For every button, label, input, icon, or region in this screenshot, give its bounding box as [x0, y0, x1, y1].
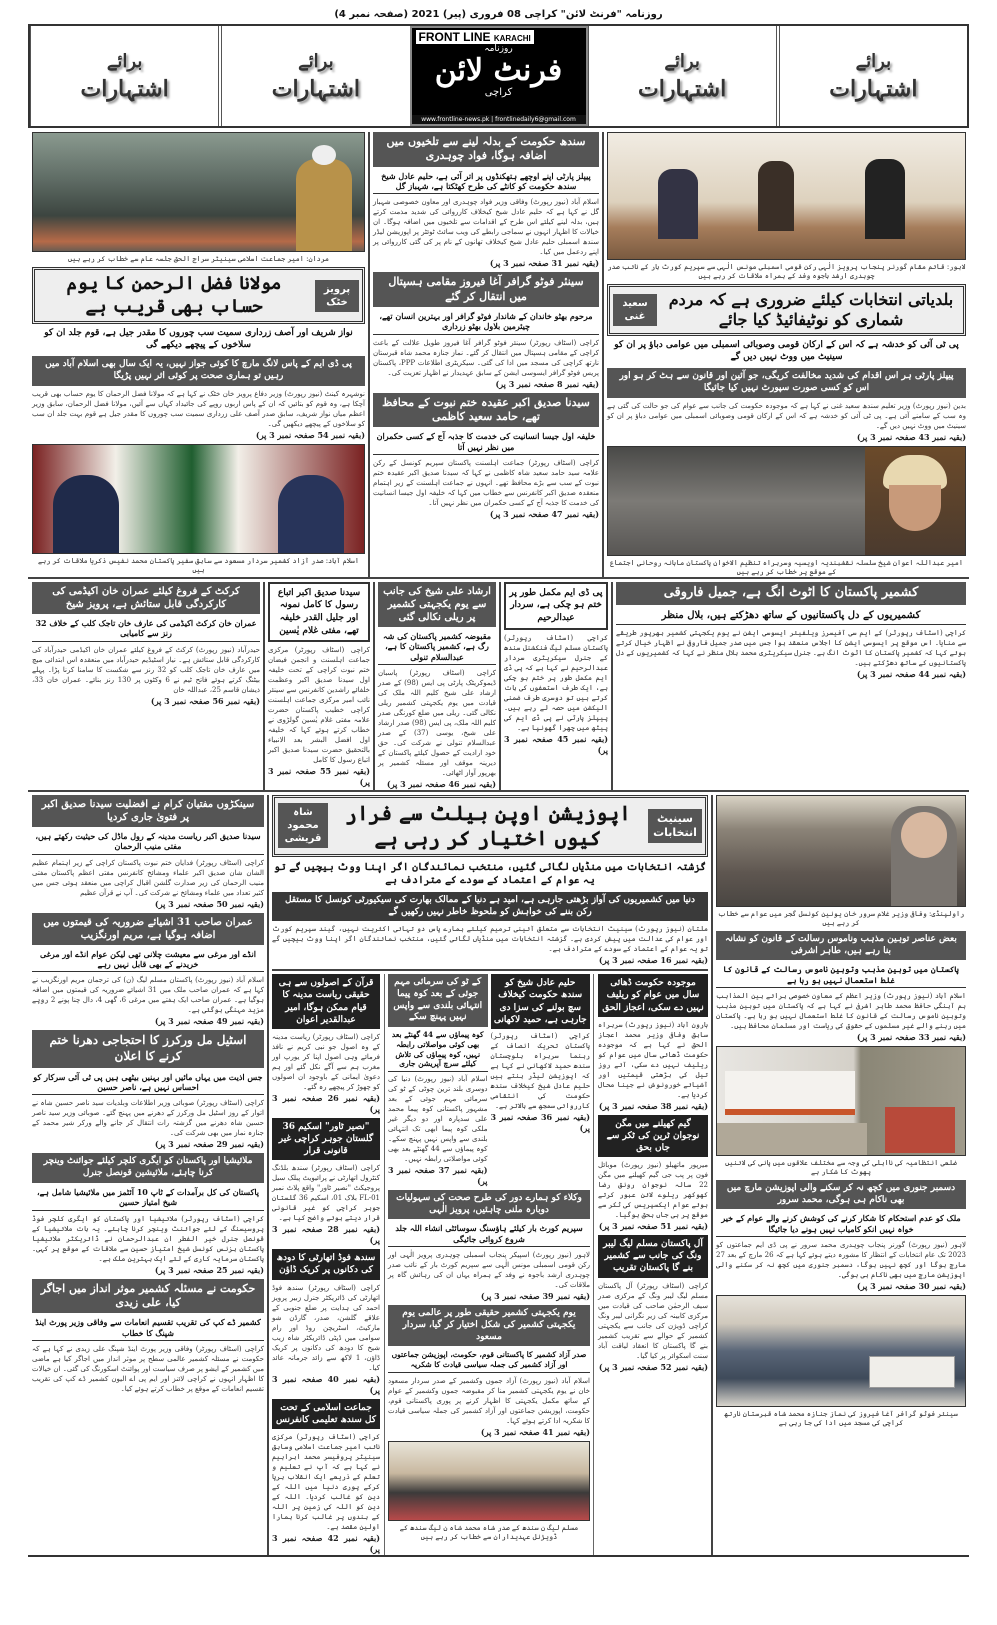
headline-box: گیم کھیلنے میں مگن نوجوان ٹرین کی ٹکر سے جاں بحق — [598, 1115, 708, 1157]
article-text: کراچی (اسٹاف رپورٹر) فدایان ختم نبوت پاکستان کراچی کے زیر اہتمام عظیم الشان شان صدیق اکبر علماء ومشائخ کانفرنس مفتی اعظم پاکستان مفتی منیب الرحمان کی زیر صدارت گلشن اقبال کراچی میں منعقد ہوئی جس میں کثیر تعداد میں علماء ومشائخ نے شرکت کی۔ آپ نے قرآن عظیم (بقیہ نمبر 50 صفحہ نمبر 3 پر) — [32, 858, 264, 909]
face — [889, 485, 941, 531]
article-text: کراچی (اسٹاف رپورٹر) سندھ بلڈنگ کنٹرول اتھارٹی نے پرائیویٹ پبلک سیل پروجیکٹ "نصیر ٹاور" واقع پلاٹ نمبر FL-01 بلاک 01، اسکیم 36 گلستان جوہر کراچی کو غیر قانونی قرار دیتے ہوئے واضح کیا ہے۔ (بقیہ نمبر 28 صفحہ نمبر 3 پر) — [272, 1164, 381, 1246]
subheadline: پاکستان میں توہین مذہب وتوہین ناموس رسالت کے قانون کا غلط استعمال نہیں ہو رہا ہے — [716, 963, 966, 988]
column — [263, 582, 373, 790]
rawalpindi-photo — [716, 795, 966, 907]
continued-note: (بقیہ نمبر 16 صفحہ نمبر 3 پر) — [598, 955, 708, 966]
continued-note: (بقیہ نمبر 50 صفحہ نمبر 3 پر) — [154, 898, 264, 909]
continued-note: (بقیہ نمبر 51 صفحہ نمبر 3 پر) — [598, 1221, 708, 1232]
headline-box: موجودہ حکومت ڈھائی سال میں عوام کو ریلیف نہیں دے سکی، اعجاز الحق — [598, 974, 708, 1016]
subheadline-dark: دنیا میں کشمیریوں کی آواز بڑھتی جارہی ہے، امید ہے دنیا کے ممالک بھارت کی سیکیورٹی کونسل کا مستقل رکن بننے کی خواہش کو ملحوظ خاطر نہیں رکھیں گے — [272, 892, 708, 921]
continued-note: (بقیہ نمبر 46 صفحہ نمبر 3 پر) — [386, 778, 496, 789]
article-text: کراچی (اسٹاف رپورٹر) سینئر فوٹو گرافر آغا فیروز طویل علالت کے باعث کراچی کے مقامی ہسپتال میں انتقال کر گئے۔ نماز جنازہ محمد شاہ قبرستان نارتھ کراچی کی مسجد میں ادا کی گئی۔ سیکریٹری اطلاعات PPP، پاکستان پریس فوٹو گرافر ایسوسی ایشن کے سابق عہدیدار نے اظہار تعزیت کی۔ (بقیہ نمبر 8 صفحہ نمبر 3 پر) — [373, 338, 599, 389]
continued-note: (بقیہ نمبر 39 صفحہ نمبر 3 پر) — [480, 1291, 590, 1302]
headline: دسمبر جنوری میں کچھ نہ کر سکنے والی اپوزیشن مارچ میں بھی ناکام ہی ہوگی، محمد سرور — [716, 1180, 966, 1209]
person-figure — [53, 475, 119, 554]
logo-urdu: فرنٹ لائن — [434, 53, 563, 88]
byline-tag: سعید غنی — [613, 294, 657, 326]
article-text: لاہور (نیوز رپورٹ) اسپیکر پنجاب اسمبلی چوہدری پرویز الٰہی اور رکن قومی اسمبلی مونس الٰہی سے سپریم کورٹ بار کے نائب صدر چوہدری ارشد باجوہ نے وفد کے ہمراہ یہاں ان کی رہائش گاہ پر ملاقات کی۔ (بقیہ نمبر 39 صفحہ نمبر 3 پر) — [388, 1251, 590, 1302]
sub-grid — [272, 969, 708, 1555]
continued-note: (بقیہ نمبر 31 صفحہ نمبر 3 پر) — [489, 258, 599, 269]
column — [267, 795, 711, 1555]
conference-photo — [388, 1441, 590, 1521]
column — [373, 582, 499, 790]
headline: کرکٹ کے فروغ کیلئے عمران خان اکیڈمی کی کارکردگی قابل ستائش ہے، پرویز شیخ — [32, 582, 260, 614]
headline-banner — [607, 284, 966, 336]
subheadline: جس اذیت میں یہاں مائیں اور بہنیں بیٹھی ہیں پی ٹی آئی سرکار کو احساس نہیں ہے، ناصر حسین — [32, 1071, 264, 1096]
headline-box: قرآن کے اصولوں سے ہی حقیقی ریاست مدینہ کا قیام ممکن ہوگا، امیر عبدالقدیر اعوان — [272, 974, 380, 1029]
subheadline: مقبوضہ کشمیر پاکستان کی شہ رگ ہے، کشمیر پاکستان کا ہے، عبدالسلام تنولی — [378, 630, 496, 665]
headline: بعض عناصر توہین مذہب وناموس رسالت کے قانون کو نشانہ بنا رہے ہیں، طاہر اشرفی — [716, 931, 966, 960]
subheadline: پاکستان کی کل برآمدات کے ٹاپ 10 آئٹمز میں ملائیشیا شامل ہے، شیخ امتیاز حسین — [32, 1186, 264, 1211]
headline: سیدنا صدیق اکبر عقیدہ ختم نبوت کے محافظ تھے، حامد سعید کاظمی — [373, 393, 599, 428]
subheadline-dark: پیپلز پارٹی ہر اس اقدام کی شدید مخالفت کریگی، جو آئین اور قانون سے ہٹ کر ہو اور اس کو کسی صورت سپورٹ نہیں کیا جائیگا — [607, 368, 966, 397]
headline-box: حلیم عادل شیخ کو سندھ حکومت کیخلاف سچ بولنے کی سزا دی جارہی ہے، حمید لاکھانی — [491, 974, 591, 1029]
continued-note: (بقیہ نمبر 36 صفحہ نمبر 3 پر) — [490, 1111, 590, 1133]
headline: حکومت نے مسئلہ کشمیر موثر انداز میں اجاگر کیا، علی زیدی — [32, 1279, 264, 1314]
coffin — [869, 1356, 955, 1388]
person-figure — [278, 475, 344, 554]
headline: ملائیشیا اور پاکستان کو ایگری کلچر کیلئے جوائنٹ وینچر کرنا چاہئے، ملائیشین قونصل جنرل — [32, 1153, 264, 1182]
article-text: کراچی (اسٹاف رپورٹر) صوبائی وزیر اطلاعات وبلدیات سید ناصر حسین شاہ نے اتوار کے روز اسٹیل مل ورکرز کے دھرنے میں پہنچ گئے۔ صوبائی وزیر سید ناصر حسین شاہ دھرنے میں گزشتہ رات انتقال کر جانے والے ورکر شیر محمد کے جنازہ نماز میں بھی شرکت کی۔ (بقیہ نمبر 29 صفحہ نمبر 3 پر) — [32, 1099, 264, 1150]
section-row — [28, 582, 969, 792]
section-row — [28, 795, 969, 1557]
continued-note: (بقیہ نمبر 8 صفحہ نمبر 3 پر) — [495, 378, 599, 389]
dateline: روزنامہ "فرنٹ لائن" کراچی 08 فروری (پیر) 2021 (صفحہ نمبر 4) — [334, 9, 663, 20]
article-text: حیدرآباد (نیوز رپورٹ) کرکٹ کے فروغ کیلئے عمران خان اکیڈمی حیدرآباد کی کارکردگی قابل ستائش ہے۔ نیاز اسٹیڈیم حیدرآباد میں منعقدہ اس ابتدائی میچ میں عارف خان تاجک کلب کو 32 رنز سے شکست کا سامنا کرنا پڑا۔ پہلے بیٹنگ کرتے ہوئے فاتح ٹیم نے 6 وکٹوں پر 130 رنز بنائے۔ عمران خان 33، ذیشان قاسم 25، عبداللہ خان (بقیہ نمبر 56 صفحہ نمبر 3 پر) — [32, 645, 260, 706]
rally-photo — [32, 132, 365, 252]
photo-caption: اسلام آباد: صدر آزاد کشمیر سردار مسعود سے سابق سفیر پاکستان محمد نفیس ذکریا ملاقات کر رہے ہیں — [38, 556, 359, 574]
continued-note: (بقیہ نمبر 52 صفحہ نمبر 3 پر) — [598, 1361, 708, 1372]
section-tag: سینیٹ انتخابات — [648, 809, 702, 844]
sub-column — [384, 974, 594, 1555]
continued-note: (بقیہ نمبر 37 صفحہ نمبر 3 پر) — [388, 1165, 488, 1187]
column — [611, 582, 969, 790]
continued-note: (بقیہ نمبر 55 صفحہ نمبر 3 پر) — [268, 766, 370, 788]
column — [29, 582, 263, 790]
headline: اسٹیل مل ورکرز کا احتجاجی دھرنا ختم کرنے کا اعلان — [32, 1030, 264, 1067]
column — [29, 795, 267, 1555]
headline: مولانا فضل الرحمن کا یوم حساب بھی قریب ہے — [66, 273, 282, 317]
article-text: کراچی (اسٹاف رپورٹر) وفاقی وزیر پورٹ اینڈ شپنگ علی زیدی نے کہا ہے کہ حکومت نے مسئلہ کشمیر عالمی سطح پر موثر انداز میں اجاگر کیا ہے ماضی میں کشمیر کے ایشو پر صرف سیاست اور پوائنٹ اسکورنگ کی گئی۔ ان خیالات کا اظہار انہوں نے کراچی لائنز اور ایم پی اے الیون کشمیر ڈے کپ کی تقریب تقسیم انعامات کے موقع پر خطاب کرتے ہوئے کیا۔ — [32, 1344, 264, 1393]
story — [491, 974, 591, 1187]
ad-box — [776, 26, 967, 126]
subheadline: خلیفہ اول جیسا انسانیت کی خدمت کا جذبہ آج کے کسی حکمران میں نظر نہیں آتا — [373, 430, 599, 455]
article-text: بدین (نیوز رپورٹ) وزیر تعلیم سندھ سعید غنی نے کہا ہے کہ موجودہ حکومت کی جانب سے عوام کی جو حالت کی گئی ہے وہ سب کے سامنے آئی ہے۔ پی ٹی آئی کو خدشہ ہے کہ اس کے ارکان قومی وصوبائی اسمبلی میں عوامی دباؤ پر ان کو سینیٹ میں ووٹ نہیں دیں گے۔ (بقیہ نمبر 43 صفحہ نمبر 3 پر) — [607, 401, 966, 442]
continued-note: (بقیہ نمبر 41 صفحہ نمبر 3 پر) — [480, 1426, 590, 1437]
continued-note: (بقیہ نمبر 29 صفحہ نمبر 3 پر) — [154, 1139, 264, 1150]
headline: سینئر فوٹو گرافر آغا فیروز مقامی ہسپتال میں انتقال کر گئے — [373, 272, 599, 307]
logo-english: FRONT LINE KARACHI — [416, 30, 534, 44]
headline: سندھ حکومت کے بدلہ لینے سے تلخیوں میں اضافہ ہوگا، فواد چوہدری — [373, 132, 599, 167]
continued-note: (بقیہ نمبر 28 صفحہ نمبر 3 پر) — [272, 1224, 380, 1246]
funeral-photo — [716, 1295, 966, 1407]
article-text: اسلام آباد (نیوز رپورٹ) وفاقی وزیر فواد چوہدری اور معاون خصوصی شہباز گل نے کہا ہے کہ حلیم عادل شیخ کیخلاف کارروائی کی شدید مذمت کرتے ہیں، بدلہ لینے کیلئے اس طرح کے اقدامات سے تلخیوں میں اضافہ ہوگا۔ ان خیالات کا اظہار انہوں نے سماجی رابطے کی ویب سائٹ ٹوئٹر پر اپوزیشن لیڈر سندھ اسمبلی حلیم عادل شیخ کیخلاف تھانوں کے نام پر کی گئی کارروائی پر اپنے ردعمل میں کیا۔ (بقیہ نمبر 31 صفحہ نمبر 3 پر) — [373, 198, 599, 269]
photo-caption: سینئر فوٹو گرافر آغا فیروز کی نماز جنازہ محمد شاہ قبرستان نارتھ کراچی کی مسجد میں ادا کی جا رہی ہے — [724, 1410, 958, 1428]
article-text: اسلام آباد (نیوز رپورٹ) دنیا کی دوسری بلند ترین چوٹی کے ٹو کی سرمائی مہم جوئی کے بعد مشہور پاکستانی کوہ پیما محمد علی سدپارہ اور دو دیگر غیر ملکی کوہ پیما ابھی تک انتہائی بلندی سے واپس نہیں پہنچ سکے۔ کوہ پیماؤں سے 44 گھنٹے بعد بھی کوئی مواصلاتی رابطہ نہیں۔ (بقیہ نمبر 37 صفحہ نمبر 3 پر) — [388, 1075, 488, 1187]
article-text: کراچی (اسٹاف رپورٹر) پاسبان ڈیموکریٹک پارٹی پی ایس (98) کے صدر ارشاد علی شیخ کلیم اللہ ملک کی قیادت میں یوم یکجہتی کشمیر ریلی نکالی گئی۔ ریلی میں ضلع کورنگی صدر کلیم اللہ ملک، پی ایس (98) صدر ارشاد علی شیخ، یوسی (37) کے صدر عبدالسلام تنولی نے شرکت کی۔ حق خود ارادیت کے حصول کیلئے پاکستان کے دیرینہ موقف اور مسئلہ کشمیر پر بھرپور آواز اٹھائی۔ (بقیہ نمبر 46 صفحہ نمبر 3 پر) — [378, 668, 496, 789]
subheadline: نواز شریف اور آصف زرداری سمیت سب چوروں کا مقدر جیل ہے، قوم جلد ان کو سلاخوں کے پیچھے دیکھے گی — [44, 328, 353, 350]
subheadline: انڈے اور مرغی سے معیشت چلانی تھی لیکن عوام انڈے اور مرغی خریدنے کے بھی قابل نہیں رہے — [32, 948, 264, 973]
scholar-photo — [607, 446, 966, 556]
photo-caption: ضلعی انتظامیہ کی نااہلی کی وجہ سے مختلف علاقوں میں پانی کی لائنیں پھوٹ کا شکار ہے — [725, 1159, 957, 1177]
continued-note: (بقیہ نمبر 47 صفحہ نمبر 3 پر) — [489, 509, 599, 520]
article-text: کراچی (اسٹاف رپورٹر) آل پاکستان مسلم لیگ لیبر ونگ کے مرکزی صدر سیف الرحمٰن صاحب کی قیادت میں مرکزی کابینہ کی زیر نگرانی لیبر ونگ کراچی ڈویژن کی جانب سے یکجہتی کشمیر کے حوالے سے تقریب کشمیر بنے گا پاکستان کا انعقاد لیاقت آباد سنت اسکوائر پر کیا گیا۔ (بقیہ نمبر 52 صفحہ نمبر 3 پر) — [598, 1281, 708, 1372]
turban — [883, 455, 947, 489]
column — [711, 795, 969, 1555]
section-row — [28, 132, 969, 579]
article-text: کراچی (اسٹاف رپورٹر) کے ایم سی آفیسرز ویلفیئر ایسوسی ایشن نے یوم یکجہتی کشمیر بھرپور طریقے سے منایا۔ اس موقع پر ایسوسی ایشن کا اجلاس منعقد ہوا جس میں صدر جمیل فاروقی نے اظہار خیال کرتے ہوئے کہا کہ کشمیر پاکستان کا اٹوٹ انگ ہے۔ جنرل سیکریٹری محمد بلال منظر نے کہا کہ کشمیریوں کے دل پاکستانیوں کے ساتھ دھڑکتے ہیں۔ (بقیہ نمبر 44 صفحہ نمبر 3 پر) — [616, 628, 966, 679]
ad-box — [588, 26, 776, 126]
article-text: لاہور (نیوز رپورٹ) گورنر پنجاب چوہدری محمد سرور نے پی ڈی ایم جماعتوں کو 2023 تک عام انتخابات کے انتظار کا مشورہ دیتے ہوئے کہا ہے کہ 26 مارچ کے بعد 27 مارچ ہوگا اور کچھ نہیں ہوگا، دسمبر جنوری میں کچھ نہ کر سکنے والی اپوزیشن مارچ میں بھی ناکام ہی ہوگی۔ (بقیہ نمبر 30 صفحہ نمبر 3 پر) — [716, 1241, 966, 1292]
headline-box: آل پاکستان مسلم لیگ لیبر ونگ کی جانب سے کشمیر بنے گا پاکستان تقریب — [598, 1235, 708, 1277]
article-text: میرپور ماتھیلو (نیوز رپورٹ) موبائل فون پر پب جی گیم کھیلنے میں مگن 22 سالہ نوجوان رونق رضا کھوکھر ریلوے لائن عبور کرتے ہوئے عوام ایکسپریس کی ٹکر سے موقع پر ہی جاں بحق ہوگیا۔ (بقیہ نمبر 51 صفحہ نمبر 3 پر) — [598, 1161, 708, 1232]
article-text: کراچی (اسٹاف رپورٹر) مرکزی نائب امیر جماعت اسلامی وسابق سینیٹر پروفیسر محمد ابراہیم نے کہا ہے کہ آپ نے تعلیم و تعلم کے ذریعے ایک انقلاب برپا کرکے پوری دنیا میں اللہ کے دین کو غالب کردیا۔ اللہ کے دین کو اللہ کی زمین پر اللہ کے بندوں پر غالب کرنا ہمارا اولین مقصد ہے۔ (بقیہ نمبر 42 صفحہ نمبر 3 پر) — [272, 1432, 380, 1554]
person-figure — [865, 159, 905, 239]
article-text: کراچی (اسٹاف رپورٹر) ریاست مدینہ کے وہ اصول جو نبی کریم نے نافذ فرمائے وہی اصول اپنا کر یورپ اور مغرب ہم سے آگے نکل گئے اور ہم دعویٰ ایمانی کے باوجود ان اصولوں کو چھوڑ کر پیچھے رہ گئے۔ (بقیہ نمبر 26 صفحہ نمبر 3 پر) — [272, 1032, 380, 1114]
tanker — [725, 1071, 855, 1115]
subheadline: پیپلز پارٹی اپنے اوچھے ہتھکنڈوں پر اتر آئی ہے، حلیم عادل شیخ سندھ حکومت کو کانٹے کی طرح کھٹکتا ہے، شہباز گل — [373, 170, 599, 195]
ad-label: برائے — [855, 50, 892, 72]
meeting-photo — [32, 444, 365, 554]
tanker-photo — [716, 1046, 966, 1156]
column — [368, 132, 602, 577]
headline: کے ٹو کی سرمائی مہم جوئی کے بعد کوہ پیما انتہائی بلندی سے واپس نہیں پہنچ سکے — [388, 974, 488, 1027]
column — [602, 132, 969, 577]
photo-caption: لاہور: قائم مقام گورنر پنجاب پرویز الٰہی رکن قومی اسمبلی مونس الٰہی سے سپریم کورٹ بار کے نائب صدر چوہدری ارشد باجوہ وفد کے ہمراہ ملاقات کر رہے ہیں — [607, 263, 966, 280]
masthead — [28, 24, 969, 128]
story-pair — [388, 974, 590, 1187]
headline: وکلاء کو ہمارے دور کی طرح صحت کی سہولیات دوبارہ ملنی چاہئیں، پرویز الٰہی — [388, 1190, 590, 1219]
subheadline: عمران خان کرکٹ اکیڈمی کی عارف خان تاجک کلب کے خلاف 32 رنز سے کامیابی — [32, 617, 260, 642]
headline-box: پی ڈی ایم مکمل طور پر ختم ہو چکی ہے، سردار عبدالرحیم — [504, 582, 608, 630]
headline-box: جماعت اسلامی کے تحت کل سندھ تعلیمی کانفرنس — [272, 1399, 380, 1429]
headline: عمران صاحب 31 اشیائے ضروریہ کی قیمتوں میں اضافہ ہوگیا ہے، مریم اورنگزیب — [32, 913, 264, 945]
photo-caption: راولپنڈی: وفاقی وزیر غلام سرور خان یونین کونسل گجر میں عوام سے خطاب کر رہے ہیں — [717, 909, 965, 927]
article-text: اسلام آباد (نیوز رپورٹ) پاکستان مسلم لیگ (ن) کی ترجمان مریم اورنگزیب نے کہا ہے کہ عمران صاحب ملک میں 31 اشیائے ضروریہ کی قیمتوں میں اضافہ ہوگیا ہے۔ عمران صاحب ایک ہفتے میں مرغی 6، گھی 4، دال چنا پونے 2 روپے مزید مہنگی ہوگئی ہے۔ (بقیہ نمبر 49 صفحہ نمبر 3 پر) — [32, 976, 264, 1027]
ad-box — [218, 26, 409, 126]
headline: یوم یکجہتی کشمیر حقیقی طور پر عالمی یوم یکجہتی کشمیر کی شکل اختیار کر گیا، سردار مسعود — [388, 1305, 590, 1346]
headline-box: "نصیر ٹاور" اسکیم 36 گلستان جوہر کراچی غیر قانونی قرار — [272, 1118, 380, 1160]
person-figure — [758, 161, 794, 231]
article-text: ملتان (نیوز رپورٹ) سینیٹ انتخابات سے متعلق آئینی ترمیم کیلئے ہمارے پاس دو تہائی اکثریت نہیں، گیند سپریم کورٹ اور عوام کی عدالت میں پیش کردی ہے۔ گزشتہ انتخابات میں منڈیاں لگائی گئیں، منتخب نمائندگان اگر اپنا ووٹ بیچیں گے تو یہ عوام کے اعتماد کے سودے کے مترادف ہے۔ (بقیہ نمبر 16 صفحہ نمبر 3 پر) — [272, 925, 708, 966]
subheadline: کشمیر ڈے کپ کی تقریب تقسیم انعامات سے وفاقی وزیر پورٹ اینڈ شپنگ کا خطاب — [32, 1316, 264, 1341]
continued-note: (بقیہ نمبر 30 صفحہ نمبر 3 پر) — [856, 1281, 966, 1292]
ad-label: اشتہارات — [271, 75, 360, 102]
newspaper-logo — [410, 26, 588, 126]
continued-note: (بقیہ نمبر 54 صفحہ نمبر 3 پر) — [255, 429, 365, 440]
continued-note: (بقیہ نمبر 25 صفحہ نمبر 3 پر) — [154, 1264, 264, 1275]
continued-note: (بقیہ نمبر 44 صفحہ نمبر 3 پر) — [856, 668, 966, 679]
logo-city: کراچی — [484, 87, 513, 98]
story — [388, 974, 488, 1187]
article-text: کراچی (اسٹاف رپورٹر) پاکستان تحریک انصاف کے رہنما سربراہ بلوچستان سندھ حمید لاکھانی نے کہا ہے کہ اپوزیشن لیڈر بنتے ہیں حلیم عادل شیخ کیخلاف سندھ حکومت کی انتقامی کارروائی سمجھ سے بالاتر ہے۔ (بقیہ نمبر 36 صفحہ نمبر 3 پر) — [490, 1031, 590, 1133]
subheadline: سیدنا صدیق اکبر ریاست مدینہ کے رول ماڈل کی حیثیت رکھتے ہیں، مفتی منیب الرحمان — [32, 830, 264, 855]
speaker-figure — [891, 806, 957, 907]
article-text: نوشہرہ کینٹ (نیوز رپورٹ) وزیر دفاع پرویز خان خٹک نے کہا ہے کہ مولانا فضل الرحمان کا یوم حساب بھی قریب آچکا ہے، وہ قوم کو بتائیں کہ ان کے پاس اربوں روپے کی جائیداد کہاں سے آئیں، مولانا فضل الرحمان، سابق وزیر اعظم میاں نواز شریف، سابق صدر آصف علی زرداری سمیت سب چوروں کا مقدر جیل ہے قوم بہت جلد ان سب کو سلاخوں کے پیچھے دیکھیں گی۔ (بقیہ نمبر 54 صفحہ نمبر 3 پر) — [32, 389, 365, 440]
column — [499, 582, 611, 790]
speaker-portrait — [865, 447, 965, 556]
headline-box: سیدنا صدیق اکبر اتباع رسول کا کامل نمونہ اور جلیل القدر خلیفہ تھے، مفتی غلام یٰسین — [268, 582, 370, 642]
ad-label: برائے — [298, 50, 334, 72]
continued-note: (بقیہ نمبر 40 صفحہ نمبر 3 پر) — [272, 1373, 380, 1395]
lahore-meeting-photo — [607, 132, 966, 260]
speaker-figure — [296, 159, 352, 252]
subheadline: گزشتہ انتخابات میں منڈیاں لگائی گئیں، منتخب نمائندگان اگر اپنا ووٹ بیچیں گے تو یہ عوام کے اعتماد کے سودے کے مترادف ہے — [274, 861, 706, 886]
byline-tag: پرویز خٹک — [315, 280, 359, 312]
continued-note: (بقیہ نمبر 26 صفحہ نمبر 3 پر) — [272, 1092, 380, 1114]
headline: بلدیاتی انتخابات کیلئے ضروری ہے کہ مردم شماری کو نوٹیفائیڈ کیا جائے — [668, 290, 954, 329]
subheadline: کوہ پیماؤں سے 44 گھنٹے بعد بھی کوئی مواصلاتی رابطہ نہیں، کوہ پیماؤں کی تلاش کیلئے سرچ آپریشن جاری — [388, 1029, 488, 1072]
truck — [885, 1107, 955, 1153]
subheadline: کشمیریوں کے دل پاکستانیوں کے ساتھ دھڑکتے ہیں، بلال منظر — [616, 608, 966, 625]
sub-column — [598, 974, 708, 1555]
ad-label: اشتہارات — [80, 75, 169, 102]
continued-note: (بقیہ نمبر 43 صفحہ نمبر 3 پر) — [856, 431, 966, 442]
subheadline-dark: پی ڈی ایم کے پاس لانگ مارچ کا کوئی جواز نہیں، یہ ایک سال بھی اسلام آباد میں رہیں تو ہماری صحت پر کوئی اثر نہیں پڑیگا — [32, 356, 365, 385]
logo-daily: روزنامہ — [484, 44, 513, 54]
continued-note: (بقیہ نمبر 42 صفحہ نمبر 3 پر) — [272, 1532, 380, 1554]
photo-caption: مردان: امیر جماعت اسلامی سینیٹر سراج الحق جلسہ عام سے خطاب کر رہے ہیں — [68, 255, 329, 263]
headline: ارشاد علی شیخ کی جانب سے یوم یکجہتی کشمیر پر ریلی نکالی گئی — [378, 582, 496, 627]
lead-headline: اپوزیشن اوپن بیلٹ سے فرار کیوں اختیار کر رہی ہے — [345, 800, 631, 850]
continued-note: (بقیہ نمبر 38 صفحہ نمبر 3 پر) — [598, 1100, 708, 1111]
lead-headline-banner — [272, 795, 708, 857]
ad-box — [30, 26, 218, 126]
article-text: کراچی (اسٹاف رپورٹر) ملائیشیا اور پاکستان کو ایگری کلچر فوڈ پروسیسنگ کے لئے جوائنٹ وینچر کرنا چاہئے۔ یہ بات ملائیشیا کے قونصل جنرل خیر الفطر ان عبدالرحمان نے ڈائریکٹر ملائیشیا پاکستان بزنس کونسل شیخ امتیاز حسین سے ملاقات کے موقع پر کہی۔ پاکستان سرمایہ کاری کے لئے ایک بہترین ملک ہے۔ (بقیہ نمبر 25 صفحہ نمبر 3 پر) — [32, 1214, 264, 1275]
subheadline: صدر آزاد کشمیر کا پاکستانی قوم، حکومت، اپوزیشن جماعتوں اور آزاد کشمیر کی جملہ سیاسی قیادت کا شکریہ — [388, 1349, 590, 1373]
photo-caption: مسلم لیگ ن سندھ کے صدر شاہ محمد شاہ ن لیگ سندھ کے ڈویژنل عہدیداران سے خطاب کر رہے ہیں — [399, 1523, 579, 1541]
ad-label: برائے — [664, 50, 700, 72]
headline: کشمیر پاکستان کا اٹوٹ انگ ہے، جمیل فاروقی — [616, 582, 966, 605]
article-text: اسلام آباد (نیوز رپورٹ) وزیر اعظم کے معاون خصوصی برائے بین المذاہب ہم آہنگی حافظ محمد طاہر اشرفی نے کہا ہے کہ پاکستان میں توہین مذہب وتوہین ناموس رسالت کے قانون کا غلط استعمال نہیں ہو رہا ہے۔ پاکستان میں رہنے والے غیر مسلموں کے حقوق کی ریاست اور مسلمان محافظ ہیں۔ (بقیہ نمبر 33 صفحہ نمبر 3 پر) — [716, 992, 966, 1043]
person-figure — [658, 169, 698, 239]
continued-note: (بقیہ نمبر 56 صفحہ نمبر 3 پر) — [150, 695, 260, 706]
face — [901, 812, 947, 858]
ad-label: اشتہارات — [638, 75, 727, 102]
article-text: کراچی (اسٹاف رپورٹر) سندھ فوڈ اتھارٹی کی ڈائریکٹر جنرل زبیر پرویز احمد کی ہدایت پر ضلع جنوبی کے علاقے گلشن، صدر، گارڈن شو مارکیٹ، اسٹریچن روڈ اور رام سوامی میں ڈپٹی ڈائریکٹر شاہ زیب شیخ کا دودھ کی دکانوں پر کریک ڈاؤن، 1 لاکھ سے زائد جرمانہ عائد کیا۔ (بقیہ نمبر 40 صفحہ نمبر 3 پر) — [272, 1283, 380, 1395]
byline-tag: شاہ محمود قریشی — [278, 803, 328, 848]
subheadline: سپریم کورٹ بار کیلئے ہاؤسنگ سوسائٹی انشاء اللہ جلد شروع کروائی جائیگی — [388, 1222, 590, 1247]
article-text: کراچی (اسٹاف رپورٹر) پاکستان مسلم لیگ فنکشنل سندھ کے جنرل سیکریٹری سردار عبدالرحیم نے کہا ہے کہ پی ڈی ایم مکمل طور پر ختم ہو چکی ہے، ایک طرف استعفوں کی بات کرتے ہیں تو دوسری طرف ضمنی الیکشن میں حصہ لے رہے ہیں۔ پیپلز پارٹی نے پی ڈی ایم کی پیٹھ میں چھرا گھونپا ہے۔ (بقیہ نمبر 45 صفحہ نمبر 3 پر) — [504, 633, 608, 755]
subheadline: پی ٹی آئی کو خدشہ ہے کہ اس کے ارکان قومی وصوبائی اسمبلی میں عوامی دباؤ پر ان کو سینیٹ میں ووٹ نہیں دیں گے — [614, 340, 959, 362]
logo-contact: www.frontline-news.pk | frontlinedaily6@gmail.com — [412, 115, 586, 124]
article-text: کراچی (اسٹاف رپورٹر) جماعت اہلسنت پاکستان سپریم کونسل کے رکن علامہ سید حامد سعید شاہ کاظمی نے کہا کہ سیدنا صدیق اکبر عقیدہ ختم نبوت کے سب سے بڑے محافظ تھے۔ انہوں نے جماعت اہلسنت کے زیر اہتمام منعقدہ صدیق اکبر کانفرنس سے خطاب میں کہا کہ خلیفہ اول جیسا انسانیت کی خدمت کا جذبہ آج کے کسی حکمران میں نظر نہیں آتا۔ (بقیہ نمبر 47 صفحہ نمبر 3 پر) — [373, 459, 599, 520]
article-text: اسلام آباد (نیوز رپورٹ) آزاد جموں وکشمیر کے صدر سردار مسعود خان نے یوم یکجہتی کشمیر منا کر مقبوضہ جموں وکشمیر کے عوام کے ساتھ مکمل یکجہتی کا اظہار کرنے پر پوری پاکستانی قوم، حکومت، اپوزیشن جماعتوں اور آزاد کشمیر کی جملہ سیاسی قیادت کا شکریہ ادا کرتے ہوئے کہا۔ (بقیہ نمبر 41 صفحہ نمبر 3 پر) — [388, 1376, 590, 1437]
continued-note: (بقیہ نمبر 49 صفحہ نمبر 3 پر) — [154, 1016, 264, 1027]
ad-label: اشتہارات — [829, 75, 918, 102]
subheadline: ملک کو عدم استحکام کا شکار کرنے کی کوشش کرنے والے عوام کے خیر خواہ نہیں انکو کامیاب نہیں ہونے دیا جائیگا — [716, 1212, 966, 1237]
headline-box: سندھ فوڈ اتھارٹی کا دودھ کی دکانوں پر کریک ڈاؤن — [272, 1249, 380, 1279]
column — [29, 132, 368, 577]
sub-column — [272, 974, 380, 1555]
speaker-cap — [312, 145, 336, 165]
ad-label: برائے — [106, 50, 143, 72]
article-text: کراچی (اسٹاف رپورٹر) مرکزی جماعت اہلسنت و انجمن فیضان ختم نبوت کراچی کے تحت خلیفہ اول سیدنا صدیق اکبر وعظمت خلفائے راشدین کانفرنس سے سینئر نائب امیر مرکزی جماعت اہلسنت کراچی خطیب پاکستان حضرت علامہ مفتی غلام یٰسین گولڑوی نے خطاب کرتے ہوئے کہا کہ خلیفہ اول افضل البشر بعد الانبیاء بالتحقیق حضرت سیدنا صدیق اکبر اتباع رسول کا کامل (بقیہ نمبر 55 صفحہ نمبر 3 پر) — [268, 646, 370, 788]
mud — [717, 1123, 867, 1156]
continued-note: (بقیہ نمبر 45 صفحہ نمبر 3 پر) — [504, 733, 608, 755]
photo-caption: امیر عبداللہ اعوان شیخ سلسلہ نقشبندیہ اویسیہ وسربراہ تنظیم الاخوان پاکستان ماہانہ روحانی اجتماع کے موقع پر خطاب کر رہے ہیں — [610, 558, 963, 576]
headline: سینکڑوں مفتیان کرام نے افضلیت سیدنا صدیق اکبر پر فتویٰ جاری کردیا — [32, 795, 264, 827]
headline-banner — [32, 267, 365, 324]
article-text: ہارون آباد (نیوز رپورٹ) سربراہ سابق وفاقی وزیر محمد اعجاز الحق نے کہا ہے کہ موجودہ حکومت ڈھائی سال میں عوام کو ریلیف نہیں دے سکی، آئے روز تیل کی بڑھتی قیمتیں اور آشیائے خورونوش نے جینا محال کردیا ہے۔ (بقیہ نمبر 38 صفحہ نمبر 3 پر) — [598, 1020, 708, 1111]
continued-note: (بقیہ نمبر 33 صفحہ نمبر 3 پر) — [856, 1032, 966, 1043]
subheadline: مرحوم بھٹو خاندان کے شاندار فوٹو گرافر اور بہترین انسان تھے، چیئرمین بلاول بھٹو زرداری — [373, 310, 599, 335]
